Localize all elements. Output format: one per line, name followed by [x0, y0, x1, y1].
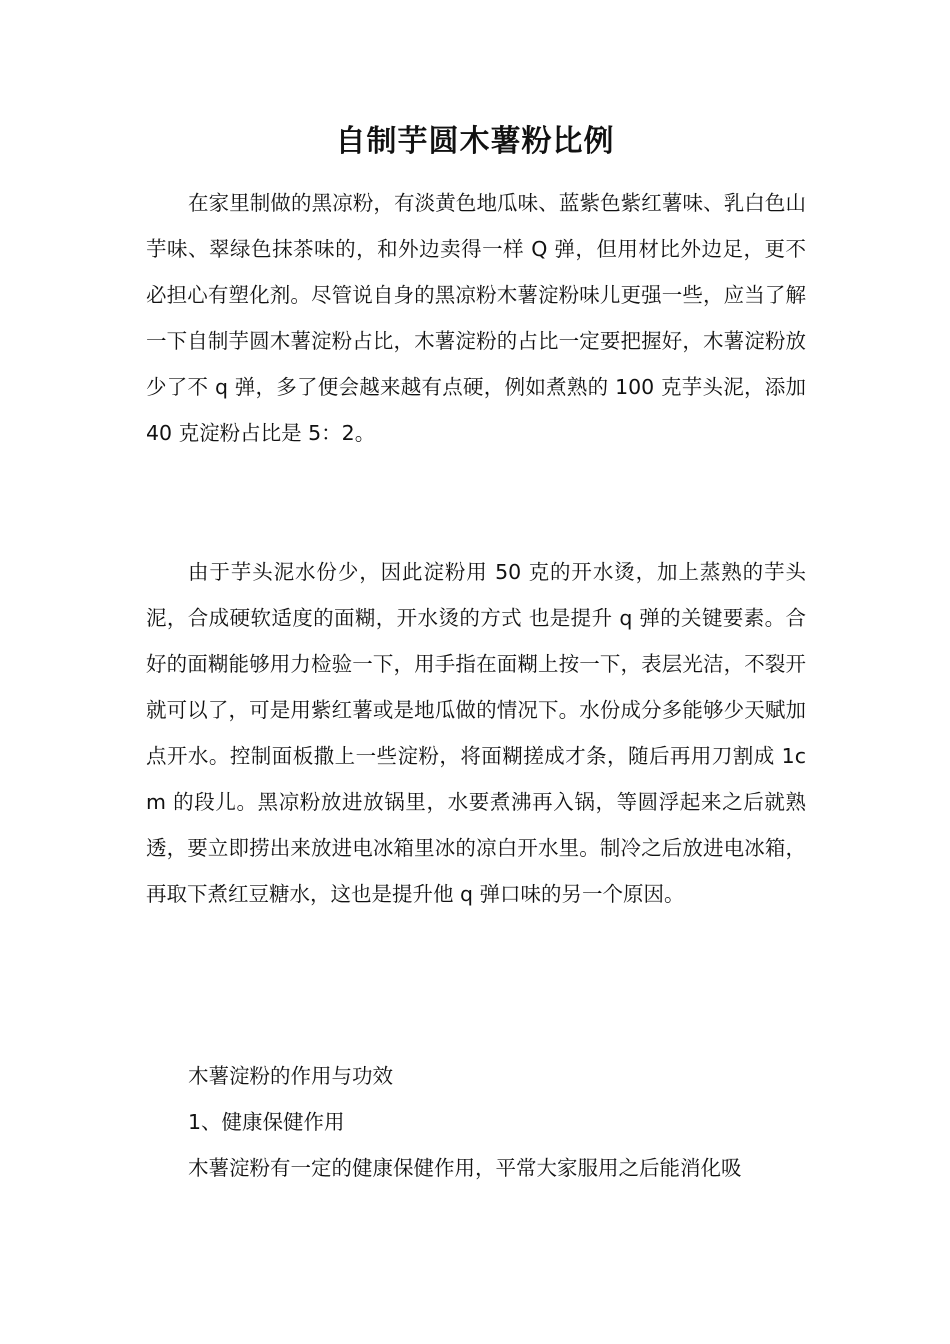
paragraph-method: 由于芋头泥水份少，因此淀粉用 50 克的开水烫，加上蒸熟的芋头泥，合成硬软适度的面糊，开水烫的方式 也是提升 q 弹的关键要素。合好的面糊能够用力检验一下，用手指在面糊上按一下，表层光洁，不裂开就可以了，可是用紫红薯或是地瓜做的情况下。水份成分多能够少天赋加点开水。控制面板撒上一些淀粉，将面糊搓成才条，随后再用刀割成 1cm 的段儿。黑凉粉放进放锅里，水要煮沸再入锅，等圆浮起来之后就熟透，要立即捞出来放进电冰箱里冰的凉白开水里。制冷之后放进电冰箱，再取下煮红豆糖水，这也是提升他 q 弹口味的另一个原因。	[146, 560, 806, 906]
document-title: 自制芋圆木薯粉比例	[335, 124, 615, 159]
paragraph-intro: 在家里制做的黑凉粉，有淡黄色地瓜味、蓝紫色紫红薯味、乳白色山芋味、翠绿色抹茶味的，和外边卖得一样 Q 弹，但用材比外边足，更不必担心有塑化剂。尽管说自身的黑凉粉木薯淀粉味儿更强一些，应当了解一下自制芋圆木薯淀粉占比，木薯淀粉的占比一定要把握好，木薯淀粉放少了不 q 弹，多了便会越来越有点硬，例如煮熟的 100 克芋头泥，添加 40 克淀粉占比是 5：2。	[146, 191, 806, 445]
section-heading: 木薯淀粉的作用与功效	[188, 1064, 393, 1088]
paragraph-health: 木薯淀粉有一定的健康保健作用，平常大家服用之后能消化吸	[188, 1156, 742, 1180]
subsection-heading: 1、健康保健作用	[188, 1110, 345, 1134]
